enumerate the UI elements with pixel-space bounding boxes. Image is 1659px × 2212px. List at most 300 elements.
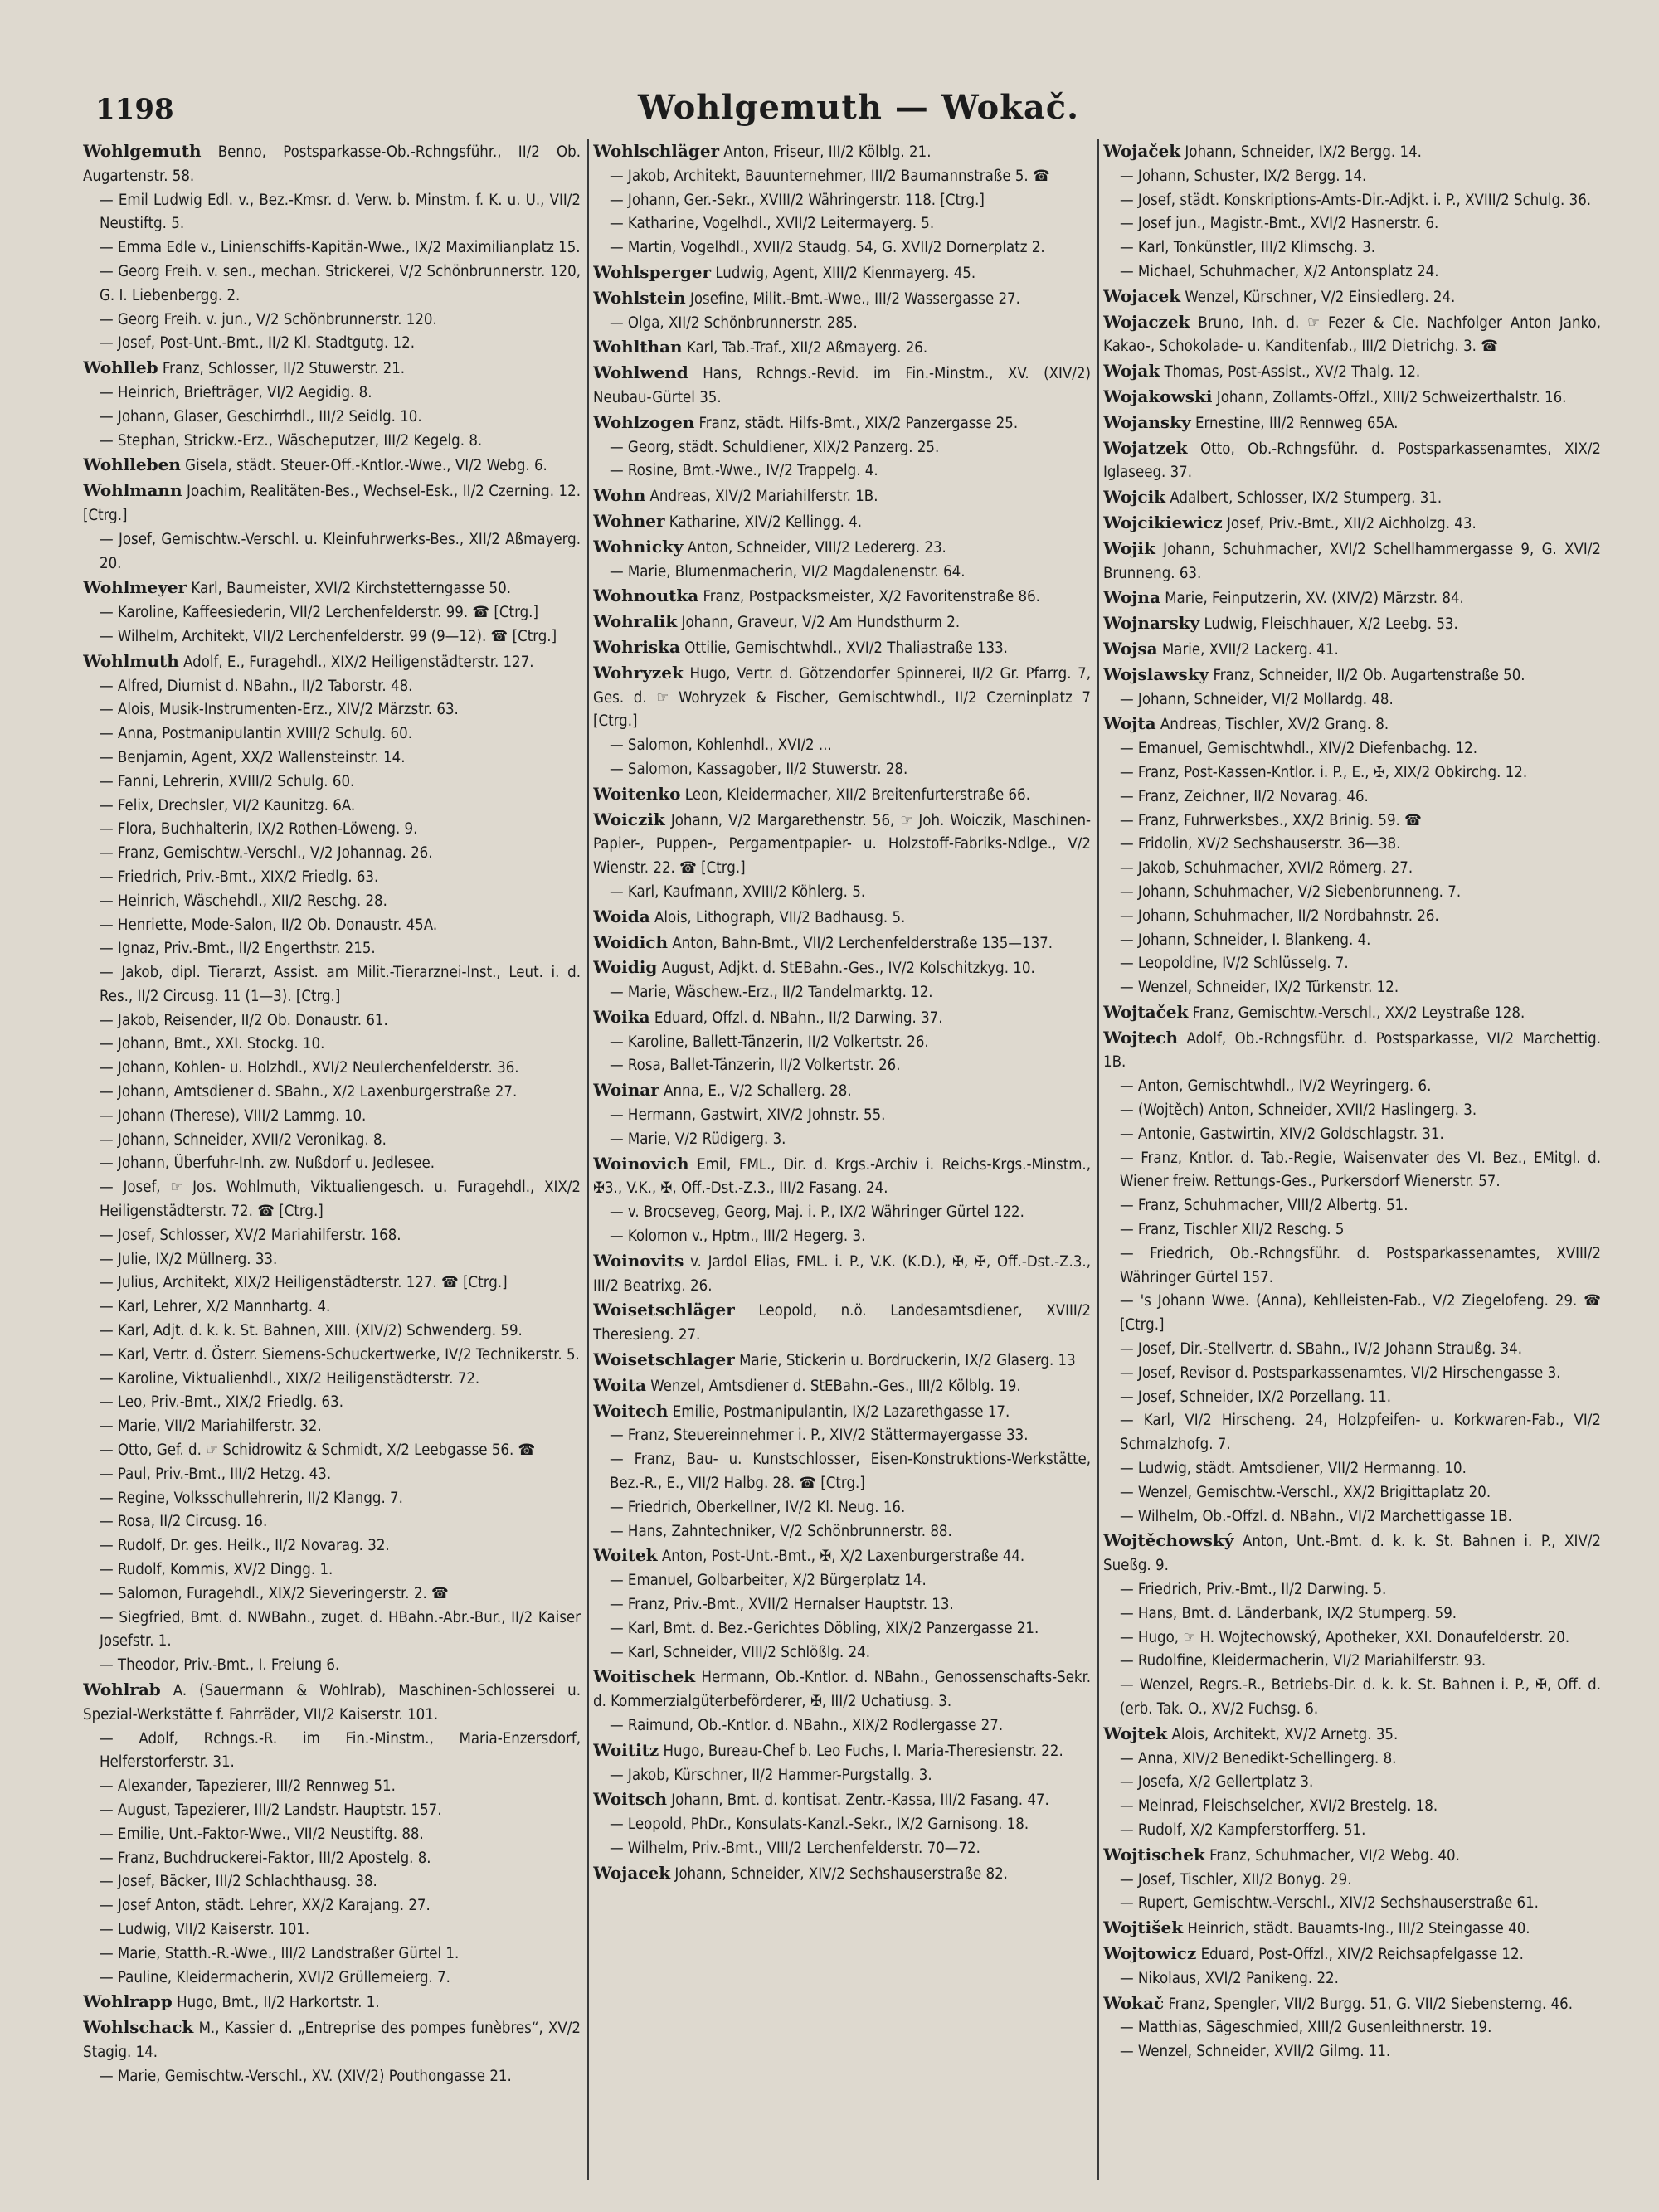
entry-text: — Julie, IX/2 Müllnerg. 33. <box>100 1250 278 1268</box>
directory-entry <box>1103 761 1601 785</box>
entry-surname: Woitsch <box>593 1789 667 1810</box>
entry-text: — Rosine, Bmt.-Wwe., IV/2 Trappelg. 4. <box>610 462 878 480</box>
entry-surname: Wohlleb <box>83 357 158 378</box>
entry-surname: Wokač <box>1103 1992 1165 2013</box>
directory-entry <box>1103 260 1601 284</box>
entry-text: — Felix, Drechsler, VI/2 Kaunitzg. 6A. <box>100 796 356 814</box>
entry-text: — Franz, Buchdruckerei-Faktor, III/2 Apostelg. 8. <box>100 1849 431 1867</box>
directory-entry <box>1103 1819 1601 1843</box>
directory-entry <box>1103 359 1601 385</box>
entry-surname: Wojakowski <box>1103 386 1213 406</box>
entry-text: — Franz, Tischler XII/2 Reschg. 5 <box>1120 1221 1345 1239</box>
directory-entry <box>1103 139 1601 165</box>
directory-entry <box>593 260 1091 286</box>
entry-text: — Franz, Gemischtw.-Verschl., V/2 Johannag. 26. <box>100 844 433 863</box>
directory-entry <box>1103 411 1601 436</box>
directory-entry <box>1103 809 1601 834</box>
directory-entry <box>83 866 581 890</box>
entry-text: Adolf, Ob.-Rchngsführ. d. Postsparkasse, VI/2 Marchettig. 1B. <box>1103 1029 1601 1072</box>
directory-entry <box>83 698 581 722</box>
entry-text: — Anton, Gemischtwhdl., IV/2 Weyringerg. 6. <box>1120 1077 1432 1096</box>
entry-text: — Jakob, Architekt, Bauunternehmer, III/2 Baumannstraße 5. ☎ <box>610 167 1050 185</box>
entry-text: — Emilie, Unt.-Faktor-Wwe., VII/2 Neustiftg. 88. <box>100 1825 424 1843</box>
directory-entry <box>593 905 1091 931</box>
entry-text: Adalbert, Schlosser, IX/2 Stumperg. 31. <box>1165 489 1443 508</box>
directory-entry <box>1103 881 1601 905</box>
entry-surname: Wohlmeyer <box>83 577 187 598</box>
directory-entry <box>1103 1000 1601 1026</box>
entry-text: Hermann, Ob.-Kntlor. d. NBahn., Genossenschafts-Sekr. d. Kommerzialgüterbeförderer, ✠, III/2 Uchatiusg. 3. <box>593 1669 1091 1711</box>
entry-text: — Karl, Vertr. d. Österr. Siemens-Schuckertwerke, IV/2 Technikerstr. 5. <box>100 1345 580 1364</box>
directory-entry <box>83 1894 581 1918</box>
entry-text: — Rudolf, Dr. ges. Heilk., II/2 Novarag. 32. <box>100 1537 390 1555</box>
directory-entry <box>83 1942 581 1966</box>
directory-entry <box>83 1296 581 1320</box>
entry-text: — Johann, Bmt., XXI. Stockg. 10. <box>100 1035 325 1053</box>
directory-entry <box>83 2015 581 2065</box>
directory-entry <box>83 746 581 771</box>
entry-text: — Paul, Priv.-Bmt., III/2 Hetzg. 43. <box>100 1465 332 1483</box>
entry-surname: Wojnarsky <box>1103 613 1200 634</box>
entry-text: — Marie, VII/2 Mariahilferstr. 32. <box>100 1417 322 1436</box>
directory-entry <box>593 335 1091 361</box>
entry-text: Bruno, Inh. d. ☞ Fezer & Cie. Nachfolger Anton Janko, Kakao-, Schokolade- u. Kanditenfab., III/2 Dietrichg. 3. ☎ <box>1103 314 1601 356</box>
directory-entry <box>1103 1290 1601 1338</box>
entry-text: — Franz, Steuereinnehmer i. P., XIV/2 Stättermayergasse 33. <box>610 1427 1029 1445</box>
directory-entry <box>83 1176 581 1224</box>
directory-entry <box>593 1225 1091 1249</box>
entry-text: Eduard, Post-Offzl., XIV/2 Reichsapfelgasse 12. <box>1196 1945 1524 1963</box>
entry-text: — Heinrich, Briefträger, VI/2 Aegidig. 8. <box>100 383 372 401</box>
entry-text: — Wenzel, Schneider, XVII/2 Gilmg. 11. <box>1120 2043 1391 2061</box>
directory-entry <box>1103 1650 1601 1674</box>
directory-entry <box>593 165 1091 189</box>
directory-entry <box>83 236 581 260</box>
entry-text: — Hugo, ☞ H. Wojtechowský, Apotheker, XXI. Donaufelderstr. 20. <box>1120 1628 1570 1646</box>
entry-text: — Karl, Adjt. d. k. k. St. Bahnen, XIII. (XIV/2) Schwenderg. 59. <box>100 1322 523 1340</box>
entry-text: Katharine, XIV/2 Kellingg. 4. <box>664 513 863 531</box>
directory-entry <box>593 1593 1091 1617</box>
directory-entry <box>1103 436 1601 486</box>
entry-text: — Karl, Kaufmann, XVIII/2 Köhlerg. 5. <box>610 882 866 901</box>
entry-text: — Alexander, Tapezierer, III/2 Rennweg 51. <box>100 1777 396 1796</box>
directory-entry <box>1103 1338 1601 1362</box>
entry-text: — Martin, Vogelhdl., XVII/2 Staudg. 54, G. XVII/2 Dornerplatz 2. <box>610 239 1045 257</box>
directory-entry <box>593 661 1091 734</box>
directory-entry <box>1103 1362 1601 1386</box>
entry-text: Johann, Bmt. d. kontisat. Zentr.-Kassa, III/2 Fasang. 47. <box>666 1791 1049 1810</box>
directory-entry <box>83 576 581 601</box>
entry-text: Karl, Baumeister, XVI/2 Kirchstetterngasse 50. <box>187 580 511 598</box>
directory-entry <box>83 309 581 333</box>
directory-entry <box>1103 2040 1601 2064</box>
entry-text: — Rudolf, Kommis, XV/2 Dingg. 1. <box>100 1561 333 1579</box>
entry-text: Johann, Graveur, V/2 Am Hundsthurm 2. <box>677 614 961 632</box>
entry-text: M., Kassier d. „Entreprise des pompes funèbres“, XV/2 Stagig. 14. <box>83 2020 581 2061</box>
directory-entry <box>593 1005 1091 1031</box>
entry-surname: Wojacek <box>1103 285 1181 306</box>
directory-entry <box>593 1665 1091 1714</box>
directory-entry <box>83 1009 581 1033</box>
entry-text: Marie, Feinputzerin, XV. (XIV/2) Märzstr. 84. <box>1160 590 1464 608</box>
entry-surname: Woitischek <box>593 1666 696 1687</box>
entry-text: — Josef, Dir.-Stellvertr. d. SBahn., IV/2 Johann Straußg. 34. <box>1120 1340 1523 1359</box>
entry-text: — Alois, Musik-Instrumenten-Erz., XIV/2 Märzstr. 63. <box>100 701 459 719</box>
directory-entry <box>1103 1218 1601 1242</box>
page-header <box>87 83 1630 133</box>
entry-surname: Wohlgemuth <box>83 141 202 161</box>
directory-entry <box>1103 165 1601 189</box>
entry-text: — Karl, Schneider, VIII/2 Schlößlg. 24. <box>610 1643 871 1661</box>
entry-text: — Olga, XII/2 Schönbrunnerstr. 285. <box>610 314 858 332</box>
directory-entry <box>83 1271 581 1296</box>
entry-text: Anton, Friseur, III/2 Kölblg. 21. <box>719 143 932 161</box>
directory-entry <box>593 535 1091 561</box>
entry-text: — Hermann, Gastwirt, XIV/2 Johnstr. 55. <box>610 1106 886 1125</box>
entry-text: — Josef Anton, städt. Lehrer, XX/2 Karajang. 27. <box>100 1897 431 1915</box>
directory-entry <box>593 1641 1091 1665</box>
entry-text: Heinrich, städt. Bauamts-Ing., III/2 Steingasse 40. <box>1183 1920 1530 1938</box>
directory-entry <box>1103 537 1601 586</box>
directory-entry <box>83 1654 581 1678</box>
directory-entry <box>83 1415 581 1439</box>
entry-surname: Wojak <box>1103 361 1160 382</box>
entry-surname: Wojtowicz <box>1103 1942 1197 1963</box>
directory-entry <box>83 795 581 819</box>
directory-entry <box>1103 284 1601 310</box>
entry-text: — Ludwig, VII/2 Kaiserstr. 101. <box>100 1920 310 1938</box>
entry-text: — Rupert, Gemischtw.-Verschl., XIV/2 Sechshauserstraße 61. <box>1120 1894 1539 1913</box>
entry-text: — Fridolin, XV/2 Sechshauserstr. 36—38. <box>1120 835 1401 853</box>
entry-text: — Franz, Post-Kassen-Kntlor. i. P., E., ✠, XIX/2 Obkirchg. 12. <box>1120 763 1528 781</box>
directory-entry <box>1103 1843 1601 1869</box>
directory-entry <box>1103 785 1601 809</box>
entry-text: — 's Johann Wwe. (Anna), Kehlleisten-Fab., V/2 Ziegelofeng. 29. ☎ [Ctrg.] <box>1120 1292 1601 1334</box>
directory-entry <box>83 356 581 382</box>
entry-text: Emil, FML., Dir. d. Krgs.-Archiv i. Reichs-Krgs.-Minstm., ✠3., V.K., ✠, Off.-Dst.-Z.3., III/2 Fasang. 24. <box>593 1155 1091 1198</box>
entry-text: — Anna, Postmanipulantin XVIII/2 Schulg. 60. <box>100 725 413 743</box>
directory-entry <box>83 1152 581 1176</box>
entry-surname: Wohnicky <box>593 536 684 557</box>
entry-text: — Franz, Fuhrwerksbes., XX/2 Brinig. 59. ☎ <box>1120 811 1422 829</box>
entry-text: — Johann, Glaser, Geschirrhdl., III/2 Seidlg. 10. <box>100 407 422 425</box>
directory-entry <box>83 1728 581 1776</box>
directory-entry <box>593 808 1091 881</box>
entry-text: — Pauline, Kleidermacherin, XVI/2 Grüllemeierg. 7. <box>100 1968 450 1986</box>
directory-entry <box>83 430 581 454</box>
entry-text: — Benjamin, Agent, XX/2 Wallensteinstr. 14. <box>100 748 406 766</box>
directory-entry <box>593 1787 1091 1813</box>
entry-surname: Woitenko <box>593 783 681 804</box>
entry-text: Josef, Priv.-Bmt., XII/2 Aichholzg. 43. <box>1222 514 1477 532</box>
entry-surname: Wojtischek <box>1103 1844 1205 1864</box>
directory-entry <box>593 1617 1091 1641</box>
directory-entry <box>593 139 1091 165</box>
entry-surname: Woita <box>593 1374 646 1395</box>
directory-entry <box>83 1463 581 1487</box>
directory-entry <box>1103 1674 1601 1722</box>
directory-entry <box>1103 976 1601 1000</box>
entry-text: — Katharine, Vogelhdl., XVII/2 Leitermayerg. 5. <box>610 215 935 233</box>
entry-text: — Marie, Gemischtw.-Verschl., XV. (XIV/2) Pouthongasse 21. <box>100 2067 512 2085</box>
directory-entry <box>1103 1748 1601 1772</box>
directory-entry <box>83 260 581 309</box>
directory-entry <box>593 1861 1091 1887</box>
entry-surname: Wojcikiewicz <box>1103 512 1223 532</box>
entry-text: — Salomon, Kassagober, II/2 Stuwerstr. 28. <box>610 760 908 778</box>
entry-surname: Wohriska <box>593 636 680 657</box>
entry-text: Franz, Schlosser, II/2 Stuwerstr. 21. <box>158 360 406 378</box>
directory-entry <box>83 1057 581 1081</box>
entry-text: Ernestine, III/2 Rennweg 65A. <box>1190 414 1399 432</box>
entry-text: Gisela, städt. Steuer-Off.-Kntlor.-Wwe., VI/2 Webg. 6. <box>180 457 547 475</box>
directory-entry <box>83 1966 581 1991</box>
directory-entry <box>593 1496 1091 1520</box>
entry-text: Hans, Rchngs.-Revid. im Fin.-Minstm., XV. (XIV/2) Neubau-Gürtel 35. <box>593 365 1091 406</box>
entry-text: Joachim, Realitäten-Bes., Wechsel-Esk., II/2 Czerning. 12. [Ctrg.] <box>83 483 581 524</box>
entry-text: — Leopoldine, IV/2 Schlüsselg. 7. <box>1120 955 1349 973</box>
entry-text: — Friedrich, Priv.-Bmt., XIX/2 Friedlg. 63. <box>100 868 379 886</box>
directory-entry <box>83 1391 581 1415</box>
directory-columns <box>83 139 1638 2180</box>
entry-text: — Karl, Tonkünstler, III/2 Klimschg. 3. <box>1120 239 1376 257</box>
directory-entry <box>593 189 1091 213</box>
entry-surname: Wohlschläger <box>593 141 720 161</box>
directory-entry <box>593 1373 1091 1399</box>
directory-entry <box>593 1813 1091 1837</box>
entry-text: Ludwig, Agent, XIII/2 Kienmayerg. 45. <box>711 264 976 282</box>
entry-text: — Hans, Bmt. d. Länderbank, IX/2 Stumperg. 59. <box>1120 1604 1457 1622</box>
directory-entry <box>1103 833 1601 857</box>
entry-text: — Antonie, Gastwirtin, XIV/2 Goldschlagstr. 31. <box>1120 1125 1444 1143</box>
entry-text: Benno, Postsparkasse-Ob.-Rchngsführ., II/2 Ob. Augartenstr. 58. <box>83 143 581 185</box>
entry-text: Franz, Schuhmacher, VI/2 Webg. 40. <box>1204 1846 1460 1864</box>
entry-text: — Josef, Tischler, XII/2 Bonyg. 29. <box>1120 1870 1352 1889</box>
entry-text: — Theodor, Priv.-Bmt., I. Freiung 6. <box>100 1656 340 1675</box>
directory-entry <box>83 1678 581 1728</box>
directory-entry <box>1103 1916 1601 1942</box>
directory-entry <box>1103 1457 1601 1481</box>
directory-entry <box>1103 1529 1601 1578</box>
directory-entry <box>593 734 1091 758</box>
directory-entry <box>593 1031 1091 1055</box>
entry-surname: Woisetschläger <box>593 1300 735 1320</box>
entry-text: — Marie, Wäschew.-Erz., II/2 Tandelmarktg. 12. <box>610 984 933 1002</box>
entry-text: Anton, Unt.-Bmt. d. k. k. St. Bahnen i. P., XIV/2 Sueßg. 9. <box>1103 1533 1601 1575</box>
entry-text: Marie, Stickerin u. Bordruckerin, IX/2 Glaserg. 13 <box>734 1352 1076 1370</box>
directory-entry <box>83 382 581 406</box>
directory-entry <box>83 937 581 961</box>
entry-surname: Wojaczek <box>1103 311 1190 332</box>
entry-text: — August, Tapezierer, III/2 Landstr. Hauptstr. 157. <box>100 1801 442 1819</box>
directory-entry <box>83 818 581 842</box>
entry-surname: Wojtišek <box>1103 1918 1184 1938</box>
entry-surname: Wojcik <box>1103 487 1166 508</box>
directory-entry <box>83 1510 581 1534</box>
entry-text: — Josef, Post-Unt.-Bmt., II/2 Kl. Stadtgutg. 12. <box>100 334 416 352</box>
entry-text: — Jakob, Schuhmacher, XVI/2 Römerg. 27. <box>1120 859 1413 878</box>
entry-text: Wenzel, Kürschner, V/2 Einsiedlerg. 24. <box>1180 288 1456 306</box>
entry-text: — Wenzel, Regrs.-R., Betriebs-Dir. d. k. k. St. Bahnen i. P., ✠, Off. d. (erb. Tak. O., XV/2 Fuchsg. 6. <box>1120 1676 1601 1718</box>
entry-surname: Wojik <box>1103 537 1155 558</box>
directory-entry <box>593 1569 1091 1593</box>
directory-entry <box>83 722 581 746</box>
directory-entry <box>593 286 1091 312</box>
entry-text: Ludwig, Fleischhauer, X/2 Leebg. 53. <box>1199 615 1458 634</box>
directory-entry <box>83 139 581 189</box>
entry-surname: Wohnoutka <box>593 586 699 606</box>
entry-surname: Wohlsperger <box>593 261 712 282</box>
entry-text: Eduard, Offzl. d. NBahn., II/2 Darwing. 37. <box>649 1009 943 1027</box>
directory-entry <box>1103 712 1601 737</box>
entry-surname: Wohlschack <box>83 2017 194 2038</box>
directory-entry <box>1103 236 1601 260</box>
directory-entry <box>593 1764 1091 1788</box>
directory-entry <box>83 1081 581 1105</box>
entry-text: Johann, Schneider, IX/2 Bergg. 14. <box>1180 143 1422 161</box>
entry-text: — Meinrad, Fleischselcher, XVI/2 Brestelg. 18. <box>1120 1797 1438 1816</box>
entry-surname: Wohlwend <box>593 362 688 383</box>
directory-entry <box>593 981 1091 1005</box>
entry-text: — Jakob, Kürschner, II/2 Hammer-Purgstallg. 3. <box>610 1766 932 1784</box>
entry-text: Josefine, Milit.-Bmt.-Wwe., III/2 Wassergasse 27. <box>685 289 1020 308</box>
entry-text: — Franz, Priv.-Bmt., XVII/2 Hernalser Hauptstr. 13. <box>610 1596 954 1614</box>
entry-text: Thomas, Post-Assist., XV/2 Thalg. 12. <box>1160 363 1421 382</box>
entry-text: — Heinrich, Wäschehdl., XII/2 Reschg. 28. <box>100 892 387 910</box>
entry-text: — Raimund, Ob.-Kntlor. d. NBahn., XIX/2 Rodlergasse 27. <box>610 1717 1004 1734</box>
directory-entry <box>593 758 1091 782</box>
entry-text: — Josef jun., Magistr.-Bmt., XVI/2 Hasnerstr. 6. <box>1120 215 1439 233</box>
directory-entry <box>1103 857 1601 881</box>
entry-text: — Johann, Schuhmacher, V/2 Siebenbrunneng. 7. <box>1120 882 1462 901</box>
directory-entry <box>593 610 1091 635</box>
entry-text: Johann, V/2 Margarethenstr. 56, ☞ Joh. Woiczik, Maschinen-Papier-, Puppen-, Pergamentpapier- u. Holzstoff-Fabriks-Ndlge., V/2 Wienstr. 22. ☎ [Ctrg.] <box>593 811 1091 878</box>
directory-entry <box>1103 929 1601 953</box>
entry-text: Karl, Tab.-Traf., XII/2 Aßmayerg. 26. <box>682 339 928 357</box>
entry-surname: Wojtech <box>1103 1027 1179 1048</box>
directory-entry <box>593 1448 1091 1496</box>
directory-entry <box>83 1799 581 1823</box>
directory-entry <box>1103 1505 1601 1529</box>
directory-entry <box>593 411 1091 436</box>
directory-entry <box>593 1348 1091 1373</box>
entry-surname: Woinar <box>593 1080 659 1101</box>
entry-text: Johann, Schuhmacher, XVI/2 Schellhammergasse 9, G. XVI/2 Brunneng. 63. <box>1103 540 1601 582</box>
directory-entry <box>83 1775 581 1799</box>
entry-text: — Wilhelm, Architekt, VII/2 Lerchenfelderstr. 99 (9—12). ☎ [Ctrg.] <box>100 627 557 645</box>
entry-text: — Henriette, Mode-Salon, II/2 Ob. Donaustr. 45A. <box>100 916 438 934</box>
entry-text: — Jakob, Reisender, II/2 Ob. Donaustr. 61. <box>100 1011 388 1029</box>
directory-entry <box>83 1224 581 1248</box>
entry-text: — Ignaz, Priv.-Bmt., II/2 Engerthstr. 215. <box>100 940 376 958</box>
directory-entry <box>593 955 1091 981</box>
directory-entry <box>1103 905 1601 929</box>
entry-text: Wenzel, Amtsdiener d. StEBahn.-Ges., III/2 Kölblg. 19. <box>645 1377 1021 1395</box>
directory-entry <box>83 1248 581 1272</box>
directory-entry <box>83 1033 581 1057</box>
entry-text: — Josef, städt. Konskriptions-Amts-Dir.-Adjkt. i. P., XVIII/2 Schulg. 36. <box>1120 191 1592 209</box>
entry-text: Anton, Schneider, VIII/2 Ledererg. 23. <box>683 538 946 557</box>
directory-entry <box>83 332 581 356</box>
entry-text: — Alfred, Diurnist d. NBahn., II/2 Taborstr. 48. <box>100 677 413 695</box>
entry-text: — Johann, Ger.-Sekr., XVIII/2 Währingerstr. 118. [Ctrg.] <box>610 191 985 209</box>
directory-entry <box>1103 1991 1601 2017</box>
directory-entry <box>83 1607 581 1655</box>
directory-entry <box>83 601 581 625</box>
directory-entry <box>1103 1771 1601 1795</box>
directory-entry <box>83 1487 581 1511</box>
column-divider <box>1097 139 1099 2180</box>
entry-text: — Johann, Amtsdiener d. SBahn., X/2 Laxenburgerstraße 27. <box>100 1083 518 1101</box>
directory-entry <box>83 961 581 1009</box>
entry-surname: Wohlstein <box>593 287 686 308</box>
directory-entry <box>1103 688 1601 712</box>
directory-entry <box>83 1105 581 1129</box>
directory-entry <box>593 782 1091 808</box>
directory-entry <box>1103 1967 1601 1991</box>
directory-entry <box>83 649 581 675</box>
directory-entry <box>83 1918 581 1942</box>
directory-entry <box>1103 1075 1601 1099</box>
directory-entry <box>1103 1409 1601 1457</box>
entry-surname: Wohlmann <box>83 480 182 501</box>
directory-entry <box>1103 189 1601 213</box>
entry-text: — Karl, Bmt. d. Bez.-Gerichtes Döbling, XIX/2 Panzergasse 21. <box>610 1619 1039 1637</box>
directory-entry <box>593 1520 1091 1544</box>
entry-surname: Wohryzek <box>593 662 684 683</box>
entry-text: — Karoline, Viktualienhdl., XIX/2 Heiligenstädterstr. 72. <box>100 1369 480 1388</box>
entry-text: Anton, Bahn-Bmt., VII/2 Lerchenfelderstraße 135—137. <box>668 934 1053 952</box>
directory-entry <box>83 1823 581 1847</box>
column-divider <box>587 139 589 2180</box>
entry-text: — Johann, Schneider, I. Blankeng. 4. <box>1120 931 1371 949</box>
entry-surname: Woititz <box>593 1739 659 1760</box>
entry-surname: Wojansky <box>1103 411 1191 432</box>
directory-entry <box>83 1320 581 1344</box>
entry-text: — Marie, Statth.-R.-Wwe., III/2 Landstraßer Gürtel 1. <box>100 1944 460 1962</box>
entry-text: — Johann, Schneider, XVII/2 Veronikag. 8. <box>100 1130 387 1149</box>
entry-text: — Josef, Schlosser, XV/2 Mariahilferstr. 168. <box>100 1226 401 1244</box>
entry-text: Leopold, n.ö. Landesamtsdiener, XVIII/2 Theresieng. 27. <box>593 1302 1091 1344</box>
directory-entry <box>1103 1481 1601 1505</box>
entry-text: Adolf, E., Furagehdl., XIX/2 Heiligenstädterstr. 127. <box>178 653 534 671</box>
directory-entry <box>593 1714 1091 1738</box>
entry-text: — Karl, VI/2 Hirscheng. 24, Holzpfeifen- u. Korkwaren-Fab., VI/2 Schmalzhofg. 7. <box>1120 1412 1601 1454</box>
entry-text: — Georg Freih. v. sen., mechan. Strickerei, V/2 Schönbrunnerstr. 120, G. I. Liebenbergg. 2. <box>100 262 581 304</box>
entry-text: — Nikolaus, XVI/2 Panikeng. 22. <box>1120 1969 1339 1987</box>
directory-entry <box>1103 1123 1601 1147</box>
entry-text: — Rudolf, X/2 Kampferstorfferg. 51. <box>1120 1821 1366 1839</box>
entry-text: Alois, Architekt, XV/2 Arnetg. 35. <box>1167 1725 1399 1743</box>
entry-text: — Johann (Therese), VIII/2 Lammg. 10. <box>100 1106 367 1125</box>
directory-entry <box>83 528 581 576</box>
entry-text: — Rosa, Ballet-Tänzerin, II/2 Volkertstr. 26. <box>610 1057 901 1075</box>
directory-entry <box>593 1152 1091 1202</box>
directory-entry <box>83 2065 581 2089</box>
entry-surname: Wojtek <box>1103 1723 1168 1743</box>
entry-text: Marie, XVII/2 Lackerg. 41. <box>1157 640 1339 659</box>
directory-entry <box>83 1582 581 1607</box>
entry-text: — Wenzel, Schneider, IX/2 Türkenstr. 12. <box>1120 979 1399 997</box>
entry-text: — Georg, städt. Schuldiener, XIX/2 Panzerg. 25. <box>610 438 940 456</box>
entry-text: — Johann, Schuhmacher, II/2 Nordbahnstr. 26. <box>1120 907 1439 925</box>
entry-text: — Adolf, Rchngs.-R. im Fin.-Minstm., Maria-Enzersdorf, Helferstorferstr. 31. <box>100 1729 581 1772</box>
directory-entry <box>593 1399 1091 1425</box>
entry-text: August, Adjkt. d. StEBahn.-Ges., IV/2 Kolschitzkyg. 10. <box>657 960 1035 978</box>
directory-entry <box>83 453 581 479</box>
directory-entry <box>593 1078 1091 1104</box>
entry-surname: Wojsa <box>1103 638 1158 659</box>
